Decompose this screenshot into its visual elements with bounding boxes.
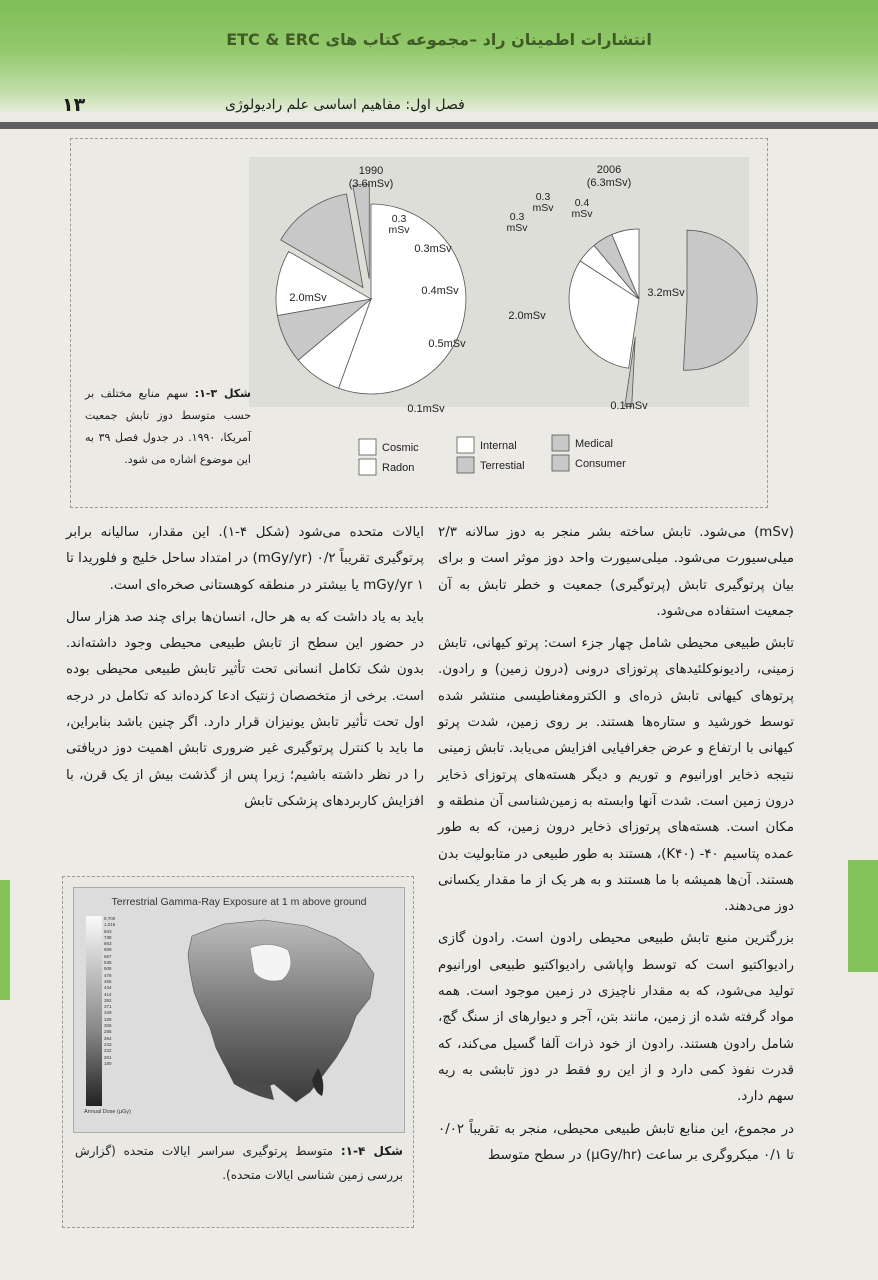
legend-swatch [359,439,376,455]
map-legend-tick: 414 [104,991,112,997]
header-rule [0,122,878,129]
map-legend-tick: 943 [104,928,112,934]
map-legend-tick: 328 [104,1016,112,1022]
slice-label: 0.5mSv [428,338,466,350]
map-legend-tick: 180 [104,1060,112,1066]
legend-swatch [552,455,569,471]
map-legend-tick: 243 [104,1041,112,1047]
map-title: Terrestrial Gamma-Ray Exposure at 1 m above ground [111,896,367,908]
slice-label: 2.0mSv [508,310,546,322]
chapter-title: فصل اول: مفاهیم اساسی علم رادیولوژی [225,97,465,113]
legend-label: Cosmic [382,442,419,454]
legend-swatch [552,435,569,451]
figure-2-caption [75,1139,403,1187]
slice-label: 0.4 [574,197,590,209]
paragraph: بزرگترین منبع تابش طبیعی محیطی رادون است. رادون گازی رادیواکتیو است که توسط واپاشی رادیواکتیو طبیعی اورانیوم تولید می‌شود، که به مقدار ناچیزی در زمین موجود است. همه مواد گرفته شده از زمین، مانند بتن، آجر و دیوارهای از سنگ گچ، شامل رادون هستند. رادون از خود ذرات آلفا گسیل می‌کند، که قدرت نفوذ کمی دارد و از این رو فقط در دوز تابشی به ریه سهم دارد. [438,931,794,1105]
map-legend-tick: 609 [104,947,112,953]
north-america-map-image [74,888,404,1132]
map-legend-tick: 567 [104,953,112,959]
slice-label: 3.2mSv [647,287,685,299]
map-legend-tick: 535 [104,960,112,966]
pie-slice [684,230,758,370]
gamma-map [73,887,405,1133]
paragraph: تابش طبیعی محیطی شامل چهار جزء است: پرتو کیهانی، تابش زمینی، رادیونوکلئیدهای پرتوزای درونی (درون زمین) و رادون. پرتوهای کیهانی تابش ذره‌ای و الکترومغناطیسی منتشر شده توسط خورشید و ستاره‌ها هستند. بر روی زمین، شدت پرتو کیهانی با ارتفاع و عرض جغرافیایی افزایش می‌یابد. تابش زمینی نتیجه ذخایر اورانیوم و توریم و دیگر هسته‌های پرتوزای ذخایر درون زمین است. شدت آنها وابسته به زمین‌شناسی آن منطقه و مکان است. هسته‌های پرتوزای ذخایر درون زمین، که به طور عمده پتاسیم ۴۰- (K۴۰)، هستند به طور طبیعی در متابولیت بدن هستند. آن‌ها همیشه با ما هستند و به هر یک از ما مقدار یکسانی دوز می‌دهند. [438,636,794,915]
left-column [66,520,424,821]
map-legend-tick: 264 [104,1035,112,1041]
chart-title: 1990 [358,165,384,177]
legend-swatch [457,457,474,473]
slice-label: 0.3 [509,211,525,223]
slice-label: mSv [571,208,593,220]
slice-label: mSv [532,202,554,214]
map-legend-tick: 306 [104,1023,112,1029]
slice-label: 0.3mSv [414,243,452,255]
map-legend-tick: 222 [104,1048,112,1054]
map-legend-tick: 455 [104,978,112,984]
map-legend-tick: 392 [104,997,112,1003]
slice-label: mSv [388,224,410,236]
figure-1 [70,138,768,508]
map-legend-tick: 506 [104,966,112,972]
map-legend-tick: 434 [104,985,112,991]
publisher-title: انتشارات اطمینان راد –مجموعه کتاب های ETC & ERC [226,30,652,49]
slice-label: 0.1mSv [610,400,648,412]
legend-label: Terrestial [480,460,525,472]
map-legend-tick: 201 [104,1054,112,1060]
map-legend-unit: Annual Dose (µGy) [84,1109,131,1115]
paragraph: باید به یاد داشت که به هر حال، انسان‌ها برای چند صد هزار سال در حضور این سطح از تابش طبیعی محیطی وجود داشته‌اند. بدون شک تکامل انسانی تحت تأثیر تابش طبیعی محیطی بوده است. برخی از متخصصان ژنتیک ادعا کرده‌اند که تکامل در درجه اول تحت تأثیر تابش یونیزان قرار دارد. اگر چنین باشد بنابراین، ما باید با کنترل پرتوگیری غیر ضروری تابش اهمیت دوز دریافتی را در نظر داشته باشیم؛ زیرا پس از گذشت بیش از یک قرن، با افزایش کاربردهای پزشکی تابش [66,609,424,809]
slice-label: 0.4mSv [421,285,459,297]
slice-label: 0.1mSv [407,403,445,415]
slice-label: mSv [506,222,528,234]
figure-2-label: شکل ۴-۱: [340,1144,403,1158]
edge-tab-right [848,860,878,972]
legend-swatch [359,459,376,475]
map-legend-tick: 9,700 [104,916,116,921]
figure-1-caption [85,383,251,471]
legend-label: Consumer [575,458,626,470]
right-column [438,520,794,1175]
figure-2-caption-text: متوسط پرتوگیری سراسر ایالات متحده (گزارش بررسی زمین شناسی ایالات متحده). [75,1144,403,1182]
map-legend-tick: 371 [104,1004,112,1010]
slice-label: 0.3 [535,191,551,203]
map-legend-tick: 1,016 [104,922,116,928]
map-legend-tick: 738 [104,934,112,940]
figure-1-label: شکل ۳-۱: [194,387,251,400]
slice-label: 0.3 [391,213,407,225]
legend-label: Internal [480,440,517,452]
paragraph: (mSv) می‌شود. تابش ساخته بشر منجر به دوز سالانه ۲/۳ میلی‌سیورت می‌شود. میلی‌سیورت واحد دوز موثر است و برای بیان پرتوگیری تابش (پرتوگیری) جمعیت و خطر تابش به آن جمعیت استفاده می‌شود. [438,525,794,619]
map-legend-tick: 285 [104,1029,112,1035]
paragraph: در مجموع، این منابع تابش طبیعی محیطی، منجر به تقریباً ۰/۰۲ تا ۰/۱ میکروگری بر ساعت (µGy/hr) در سطح متوسط [438,1121,794,1163]
figure-2 [62,876,414,1228]
paragraph: ایالات متحده می‌شود (شکل ۴-۱). این مقدار، سالیانه برابر پرتوگیری تقریباً ۰/۲ (mGy/yr) در امتداد ساحل خلیج و فلوریدا تا ۱ mGy/yr یا بیشتر در منطقه کوهستانی صخره‌ای است. [66,525,425,593]
map-legend-tick: 478 [104,972,112,978]
map-legend-tick: 349 [104,1010,112,1016]
legend-swatch [457,437,474,453]
figure-1-caption-text: سهم منابع مختلف بر حسب متوسط دوز تابش جمعیت آمریکا، ۱۹۹۰. در جدول فصل ۳۹ به این موضوع اشاره می شود. [85,387,251,466]
map-legend-tick: 663 [104,941,112,947]
slice-label: 2.0mSv [289,292,327,304]
legend-label: Radon [382,462,415,474]
chart-subtitle: (3.6mSv) [348,178,394,190]
chart-title: 2006 [596,164,622,176]
page-number: ۱۳ [62,94,86,116]
edge-tab-left [0,880,10,1000]
header-band [0,0,878,112]
legend-label: Medical [575,438,613,450]
chart-subtitle: (6.3mSv) [586,177,632,189]
